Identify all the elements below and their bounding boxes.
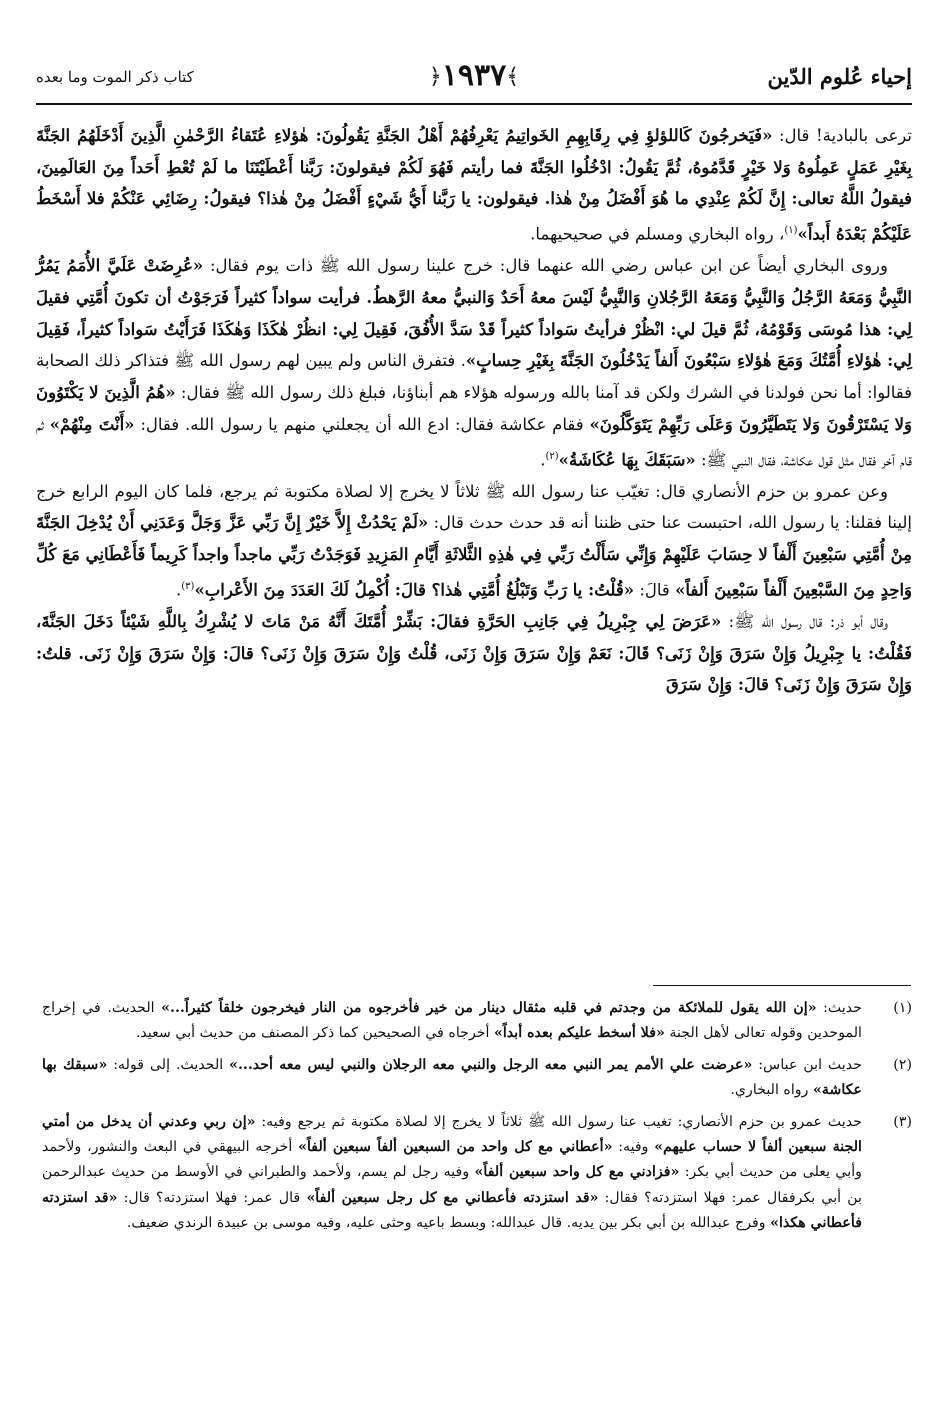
text-run: وقال أبو ذر: قال رسول الله ﷺ: (721, 612, 888, 632)
paragraph-3 (36, 476, 912, 606)
hadith-quote: «لَمْ يَحْدُثْ إِلاَّ خَيْرٌ إِنَّ رَبِّي عَزَّ وَجَلَّ وَعَدَنِي أَنْ يُدْخِلَ الجَنَّةَ مِنْ أُمَّتِي سَبْعِينَ أَلْفاً لا حِسَابَ عَلَيْهِمْ وَإِنِّي سَأَلْتُ رَبِّي فِي هٰذِهِ الثَّلاثَةِ أَيَّامِ المَزِيدِ فَوَجَدْتُ رَبِّي ماجداً واجداً كَرِيماً فَأَعْطَانِي مَعَ كُلِّ وَاحِدٍ مِنَ السَّبْعِينَ أَلْفاً سَبْعِينَ أَلفاً» (36, 513, 912, 600)
footnote-1 (42, 996, 912, 1047)
text-run: قال عمر: فهلا استزدته؟ قال: (117, 1189, 307, 1206)
text-run: وروى البخاري أيضاً عن ابن عباس رضي الله عنهما قال: خرج علينا رسول الله ﷺ ذات يوم فقال: (203, 256, 888, 276)
hadith-quote: «عُرِضَتْ عَلَيَّ الأُمَمُ يَمُرُّ النَّبِيُّ وَمَعَهُ الرَّجُلُ وَالنَّبِيُّ وَمَعَهُ الرَّجُلانِ وَالنَّبِيُّ لَيْسَ معهُ أَحَدٌ وَالنبيُّ معهُ الرَّهطُ. فرأيت سواداً كثيراً فَرَجَوْتُ أن تكونَ أُمَّتِي فقيلَ لِي: هذا مُوسَى وَقَوْمُهُ، ثُمَّ قيلَ لي: انْظُرْ فرأيتُ سَواداً كثيراً قَدْ سَدَّ الأُفُقَ، فَقِيلَ لِي: انظُرْ هٰكَذَا وَهٰكَذَا فَرَأَيْتُ سَواداً كثيراً، فَقِيلَ لِي: هٰؤلاءِ أُمَّتُكَ وَمَعَ هٰؤلاءِ سَبْعُونَ أَلفاً يَدْخُلُونَ الجَنَّةَ بِغَيْرِ حِسابٍ» (36, 256, 912, 371)
hadith-quote: «عرضت علي الأمم يمر النبي معه الرجل والنبي معه الرجلان والنبي ليس معه أحد...» (229, 1056, 753, 1073)
footnote-number: (٢) (893, 1056, 912, 1073)
text-run: قالَ: (634, 580, 676, 600)
text-run: أخرجاه في الصحيحين كما ذكر المصنف من حديث أبي سعيد. (135, 1025, 495, 1042)
footnotes (42, 996, 912, 1243)
hadith-quote: «هُمُ الَّذِينَ لا يَكْتَوُونَ وَلا يَسْتَرْقُونَ وَلا يَتَطَيَّرُونَ وَعَلَى رَبِّهِمْ يَتَوَكَّلُونَ» (36, 383, 913, 434)
footnote-ref: (٢) (545, 450, 559, 462)
text-run: وفرج عبدالله بن أبي بكر بين يديه. قال عبدالله: وبسط باعيه وحثى عليه، وفيه موسى بن عبيدة الرندي ضعيف. (126, 1215, 771, 1232)
paragraph-4 (36, 606, 912, 701)
footnote-2 (42, 1053, 912, 1104)
hadith-quote: «قُلْتُ: يا رَبِّ وَتَبْلُغُ أُمَّتِي هٰذا؟ قالَ: أُكْمِلُ لَكَ العَدَدَ مِنَ الأَعْرابِ» (194, 580, 635, 600)
hadith-quote: «فزادني مع كل واحد سبعين ألفاً» (474, 1164, 680, 1181)
hadith-quote: «سبقك بها عكاشة» (42, 1056, 862, 1099)
hadith-quote: «قد استزدته فأعطاني مع كل رجل سبعين ألفاً» (306, 1189, 599, 1206)
text-run: وفيه رجل لم يسم، ولأحمد والطبراني في الأوسط من حديث عبدالرحمن بن أبي بكرفقال عمر: فهلا استزدته؟ فقال: (42, 1164, 862, 1206)
text-run: أخرجه البيهقي في البعث والنشور، ولأحمد وأبي يعلى من حديث أبي بكر: (42, 1139, 862, 1181)
brace-left-icon: ﴿ (428, 64, 442, 90)
text-run: ، رواه البخاري ومسلم في صحيحيهما. (530, 224, 785, 244)
main-text (36, 120, 912, 701)
text-run: . فتفرق الناس ولم يبين لهم رسول الله ﷺ فتذاكر ذلك الصحابة فقالوا: أما نحن فولدنا في الشرك ولكن قد آمنا بالله ورسوله هؤلاء هم أبناؤنا، فبلغ ذلك رسول الله ﷺ فقال: (36, 351, 913, 403)
header-rule (36, 103, 912, 105)
text-run: ثم قام آخر فقال مثل قول عكاشة، فقال النبي ﷺ: (36, 414, 912, 470)
hadith-quote: «إن ربي وعدني أن يدخل من أمتي الجنة سبعين ألفاً لا حساب عليهم» (42, 1113, 862, 1156)
running-header (36, 58, 912, 98)
text-run: فقام عكاشة فقال: ادع الله أن يجعلني منهم يا رسول الله. فقال: (134, 414, 590, 434)
hadith-quote: «قد استزدته فأعطاني هكذا» (42, 1189, 862, 1232)
hadith-quote: «فلا أسخط عليكم بعده أبداً» (494, 1025, 665, 1042)
text-run: الحديث. إلى قوله: (107, 1056, 230, 1073)
page-number: ١٩٣٧ (441, 58, 507, 93)
paragraph-2 (36, 250, 912, 475)
text-run: . (176, 580, 182, 600)
book-title: إحياء عُلوم الدّين (767, 64, 912, 89)
hadith-quote: «عَرَضَ لِي جِبْرِيلُ فِي جَانِبِ الحَرَّةِ فقالَ: بَشِّرْ أُمَّتَكَ أَنَّهُ مَنْ مَاتَ لا يُشْرِكُ بِاللَّهِ شَيْئاً دَخَلَ الجَنَّةَ، فَقُلْتُ: يا جِبْرِيلُ وَإِنْ سَرَقَ وَإِنْ زَنَى؟ قَالَ: نَعَمْ وَإِنْ سَرَقَ وَإِنْ زَنَى، قُلْتُ وَإِنْ سَرَقَ وَإِنْ زَنَى؟ قالَ: وَإِنْ سَرَقَ وَإِنْ زَنَى. قلتُ: وَإِنْ سَرَقَ وَإِنْ زَنَى؟ قالَ: وَإِنْ سَرَقَ (36, 612, 912, 695)
text-run: الحديث. في إخراج الموحدين وقوله تعالى لأهل الجنة (42, 1000, 862, 1042)
footnote-separator (653, 985, 911, 986)
text-run: وفيه: (612, 1139, 655, 1156)
paragraph-1 (36, 120, 912, 250)
hadith-quote: «إن الله يقول للملائكة من وجدتم في قلبه مثقال دينار من خير فأخرجوه من النار فيخرجون خلقاً كثيراً...» (161, 1000, 817, 1016)
hadith-quote: «أَنْتَ مِنْهُمْ» (49, 414, 135, 434)
text-run: رواه البخاري. (730, 1082, 814, 1099)
page-number-block (429, 58, 519, 93)
hadith-quote: «سَبَقَكَ بِهَا عُكَاشَةُ» (558, 450, 696, 470)
text-run: . (540, 450, 546, 470)
chapter-title: كتاب ذكر الموت وما بعده (36, 68, 194, 86)
text-run: حديث ابن عباس: (752, 1056, 863, 1073)
text-run: حديث: (816, 1000, 862, 1016)
text-run: حديث عمرو بن حزم الأنصاري: تغيب عنا رسول الله ﷺ ثلاثاً لا يخرج إلا لصلاة مكتوبة ثم يرجع وفيه: (255, 1113, 862, 1130)
hadith-quote: «أعطاني مع كل واحد من السبعين ألفاً سبعين ألفاً» (298, 1139, 613, 1156)
text-run: ترعى بالبادية! قال: (772, 126, 912, 145)
footnote-3 (42, 1110, 912, 1237)
brace-right-icon: ﴾ (506, 64, 520, 90)
footnote-number: (١) (893, 1000, 912, 1016)
footnote-number: (٣) (893, 1113, 912, 1130)
footnote-ref: (١) (784, 225, 798, 237)
text-run: وعن عمرو بن حزم الأنصاري قال: تغيّب عنا رسول الله ﷺ ثلاثاً لا يخرج إلا لصلاة مكتوبة ثم يرجع، فلما كان اليوم الرابع خرج إلينا فقلنا: يا رسول الله، احتبست عنا حتى ظننا أنه قد حدث حدث قال: (36, 481, 912, 533)
footnote-ref: (٣) (181, 580, 195, 592)
hadith-quote: «فَيَخرجُونَ كَاللؤلؤِ فِي رِقَابِهِمِ الخَواتِيمُ يَعْرِفُهُمْ أَهْلُ الجَنَّةِ يَقُولُونَ: هٰؤلاءِ عُتَقاءُ الرَّحْمٰنِ الَّذِينَ أَدْخَلَهُمُ الجَنَّةَ بِغَيْرِ عَمَلٍ عَمِلُوهُ وَلا خَيْرٍ قَدَّمُوهُ، ثُمَّ يَقُولُ: ادْخُلُوا الجَنَّةَ فما رأيتم فَهُوَ لَكُمْ فيقولونَ: رَبَّنا أَعْطَيْتَنَا ما لَمْ تُعْطِ أَحَداً مِنَ العَالَمِينَ، فيقولُ اللَّهُ تعالى: إِنَّ لَكُمْ عِنْدِي ما هُوَ أَفْضَلُ مِنْ هٰذا. فيقولون: يا رَبَّنا أَيُّ شَيْءٍ أَفْضَلُ مِنْ هٰذا؟ فيقولُ: رِضَائِي عَنْكُمْ فلا أَسْخَطُ عَلَيْكُمْ بَعْدَهُ أَبداً» (36, 126, 912, 244)
